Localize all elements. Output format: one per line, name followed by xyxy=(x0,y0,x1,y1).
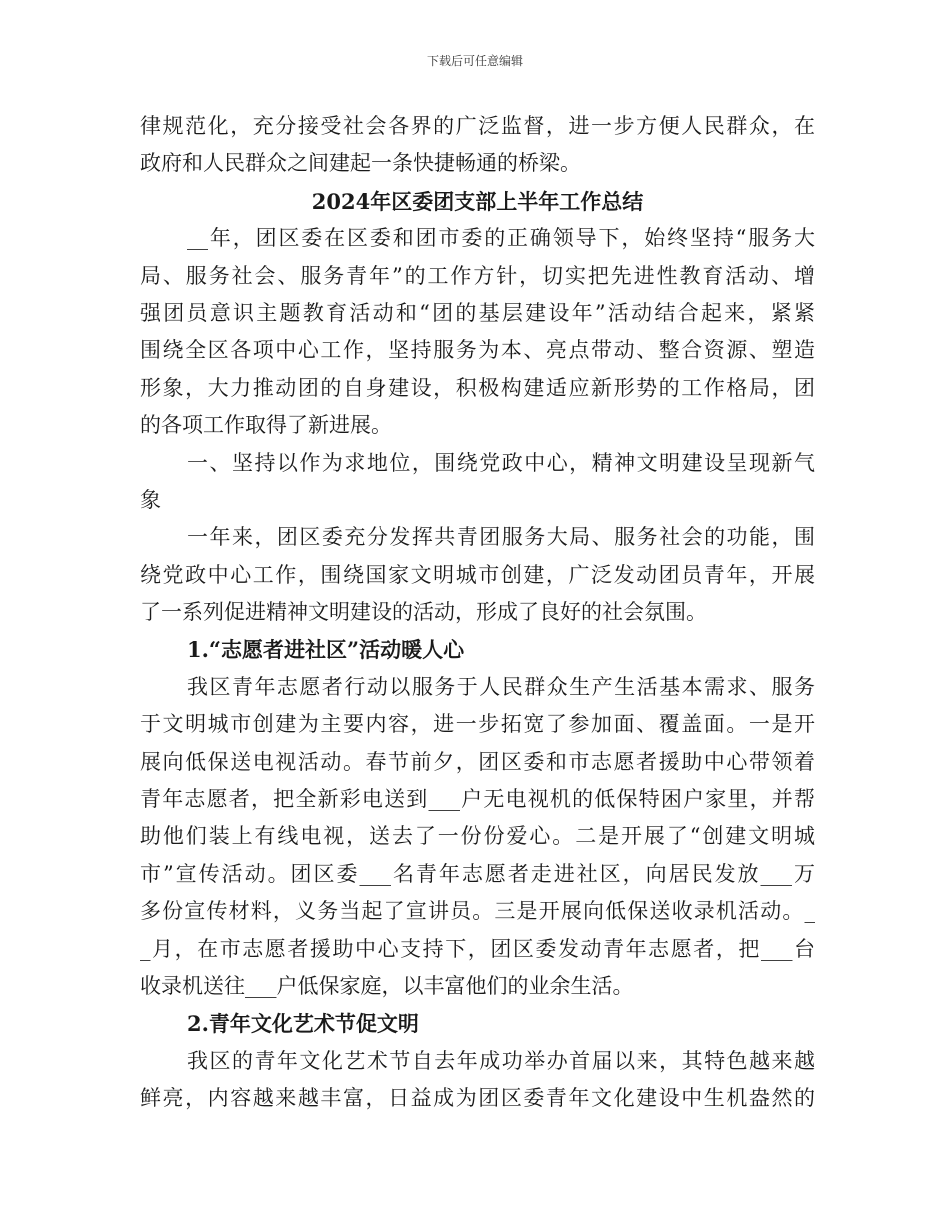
body-text-line: 的各项工作取得了新进展。 xyxy=(140,413,392,438)
body-text-line: 一、坚持以作为求地位，围绕党政中心，精神文明建设呈现新气 xyxy=(187,450,815,475)
body-text-line: 象 xyxy=(140,487,161,512)
body-text-line: 展向低保送电视活动。春节前夕，团区委和市志愿者援助中心带领着 xyxy=(140,749,815,774)
body-text-line: 我区青年志愿者行动以服务于人民群众生产生活基本需求、服务 xyxy=(187,674,815,699)
body-text-line: 绕党政中心工作，围绕国家文明城市创建，广泛发动团员青年，开展 xyxy=(140,562,815,587)
body-text-line: 多份宣传材料，义务当起了宣讲员。三是开展向低保送收录机活动。_ xyxy=(140,899,815,924)
section-heading: 2.青年文化艺术节促文明 xyxy=(187,1011,419,1037)
document-body xyxy=(140,108,815,1118)
body-text-line: 了一系列促进精神文明建设的活动，形成了良好的社会氛围。 xyxy=(140,600,707,625)
document-title: 2024年区委团支部上半年工作总结 xyxy=(311,188,644,214)
body-text-line: 政府和人民群众之间建起一条快捷畅通的桥梁。 xyxy=(140,151,581,176)
body-text-line: 局、服务社会、服务青年”的工作方针，切实把先进性教育活动、增 xyxy=(140,263,815,288)
body-text-line: 收录机送往___户低保家庭，以丰富他们的业余生活。 xyxy=(140,973,634,998)
body-text-line: __年，团区委在区委和团市委的正确领导下，始终坚持“服务大 xyxy=(187,226,815,251)
body-text-line: 围绕全区各项中心工作，坚持服务为本、亮点带动、整合资源、塑造 xyxy=(140,338,815,363)
page-header-note: 下载后可任意编辑 xyxy=(426,54,523,68)
body-text-line: 市”宣传活动。团区委___名青年志愿者走进社区，向居民发放___万 xyxy=(140,861,815,886)
body-text-line: 一年来，团区委充分发挥共青团服务大局、服务社会的功能，围 xyxy=(187,525,815,550)
body-text-line: 律规范化，充分接受社会各界的广泛监督，进一步方便人民群众，在 xyxy=(140,114,815,138)
body-text-line: 我区的青年文化艺术节自去年成功举办首届以来，其特色越来越 xyxy=(187,1048,815,1073)
body-text-line: 形象，大力推动团的自身建设，积极构建适应新形势的工作格局，团 xyxy=(140,375,815,400)
body-text-line: 青年志愿者，把全新彩电送到___户无电视机的低保特困户家里，并帮 xyxy=(140,787,815,812)
body-text-line: 鲜亮，内容越来越丰富，日益成为团区委青年文化建设中生机盎然的 xyxy=(140,1086,815,1111)
body-text-line: 助他们装上有线电视，送去了一份份爱心。二是开展了“创建文明城 xyxy=(140,824,815,849)
body-text-line: 强团员意识主题教育活动和“团的基层建设年”活动结合起来，紧紧 xyxy=(140,300,815,325)
body-text-line: _月，在市志愿者援助中心支持下，团区委发动青年志愿者，把___台 xyxy=(140,936,815,961)
section-heading: 1.“志愿者进社区”活动暖人心 xyxy=(187,637,465,663)
body-text-line: 于文明城市创建为主要内容，进一步拓宽了参加面、覆盖面。一是开 xyxy=(140,712,815,737)
